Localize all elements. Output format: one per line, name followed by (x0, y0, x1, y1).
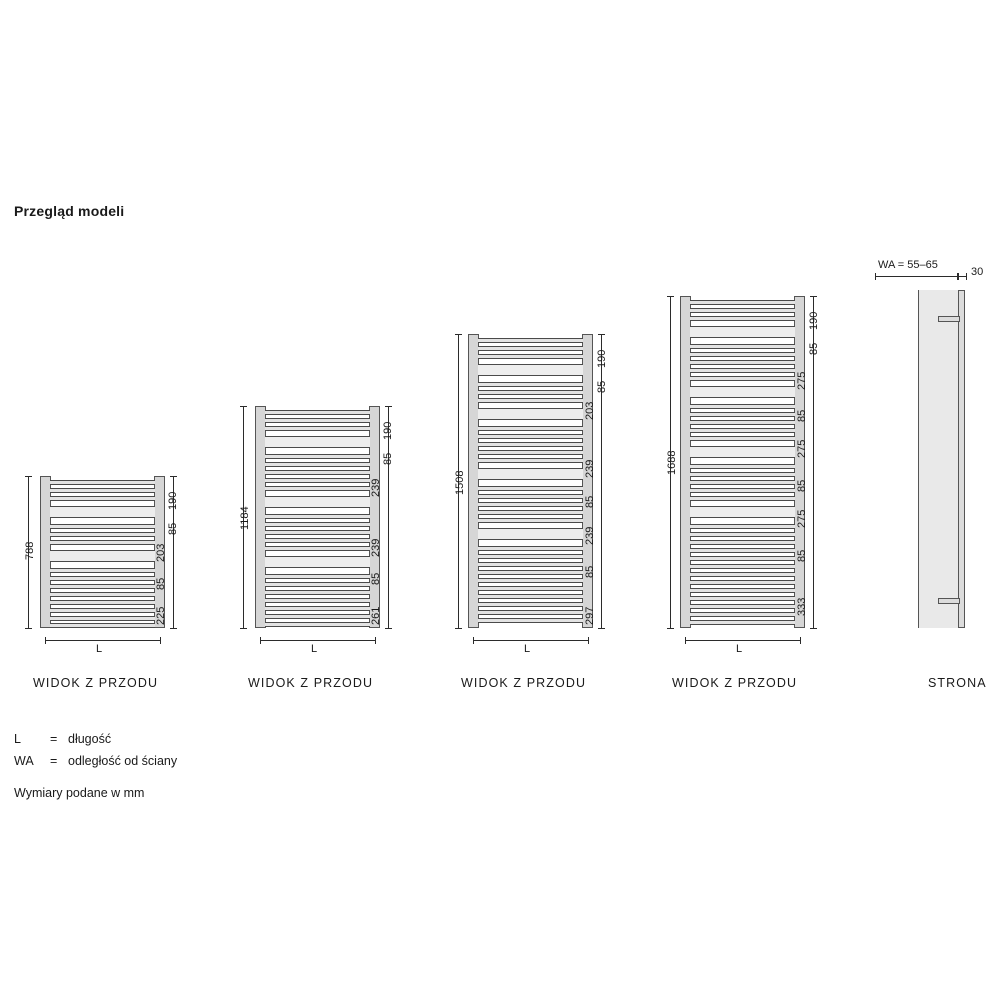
radiator-side-body (958, 290, 965, 628)
radiator-bars (690, 296, 795, 628)
radiator-front-1688 (680, 296, 805, 628)
dim-total-788: 788 (24, 541, 36, 560)
radiator-bars (265, 406, 370, 628)
dim-seg-1508-7: 297 (584, 606, 596, 625)
legend-key-wa: WA (14, 754, 34, 768)
dim-length-1508: L (524, 643, 531, 655)
legend-value-wa: odległość od ściany (68, 754, 178, 768)
radiator-post-right (369, 406, 380, 628)
dim-length-788: L (96, 643, 103, 655)
dim-seg-1184-0: 190 (382, 421, 394, 440)
dim-seg-788-0: 190 (167, 491, 179, 510)
dim-seg-1508-6: 85 (584, 565, 596, 578)
bracket-top (938, 316, 960, 322)
dim-seg-788-2: 203 (155, 543, 167, 562)
caption-front-1508: WIDOK Z PRZODU (461, 676, 587, 690)
dim-seg-1508-3: 239 (584, 459, 596, 478)
bracket-bottom (938, 598, 960, 604)
radiator-post-right (794, 296, 805, 628)
dim-seg-1688-0: 190 (808, 311, 820, 330)
legend-row-wa (14, 750, 177, 772)
dim-seg-1688-6: 275 (796, 509, 808, 528)
legend-eq-l: = (50, 732, 58, 746)
caption-front-1688: WIDOK Z PRZODU (672, 676, 798, 690)
dim-seg-1184-3: 239 (370, 538, 382, 557)
legend-row-l (14, 728, 177, 750)
dim-seg-1508-4: 85 (584, 495, 596, 508)
dim-length-1688: L (736, 643, 743, 655)
dim-seg-788-3: 85 (155, 577, 167, 590)
dim-length-1184: L (311, 643, 318, 655)
caption-front-1184: WIDOK Z PRZODU (248, 676, 374, 690)
legend-key-l: L (14, 732, 21, 746)
dim-total-1688: 1688 (666, 450, 678, 475)
caption-front-788: WIDOK Z PRZODU (33, 676, 159, 690)
radiator-front-788 (40, 476, 165, 628)
dim-seg-1688-2: 275 (796, 371, 808, 390)
dim-wa: WA = 55–65 (878, 259, 938, 271)
dim-seg-1184-1: 85 (382, 452, 394, 465)
wall (918, 290, 960, 628)
legend-value-l: długość (68, 732, 112, 746)
dim-seg-1688-1: 85 (808, 342, 820, 355)
dim-seg-1184-5: 261 (370, 606, 382, 625)
dim-seg-788-4: 225 (155, 606, 167, 625)
caption-side: STRONA (928, 676, 987, 690)
radiator-bars (50, 476, 155, 628)
dim-seg-788-1: 85 (167, 522, 179, 535)
dim-seg-1508-5: 239 (584, 526, 596, 545)
dim-seg-1184-2: 239 (370, 478, 382, 497)
dim-seg-1184-4: 85 (370, 572, 382, 585)
legend-eq-wa: = (50, 754, 58, 768)
dim-seg-1688-3: 85 (796, 409, 808, 422)
dim-seg-1508-1: 85 (596, 380, 608, 393)
dim-seg-1688-5: 85 (796, 479, 808, 492)
dim-seg-1688-8: 333 (796, 597, 808, 616)
dim-total-1508: 1508 (454, 470, 466, 495)
radiator-front-1508 (468, 334, 593, 628)
radiator-bars (478, 334, 583, 628)
dim-seg-1688-4: 275 (796, 439, 808, 458)
radiator-post-right (582, 334, 593, 628)
dim-seg-1688-7: 85 (796, 549, 808, 562)
radiator-front-1184 (255, 406, 380, 628)
dim-seg-1508-0: 190 (596, 349, 608, 368)
units-note: Wymiary podane w mm (14, 786, 145, 800)
dim-seg-1508-2: 203 (584, 401, 596, 420)
page-title: Przegląd modeli (14, 203, 125, 219)
dim-depth: 30 (971, 266, 984, 278)
dim-total-1184: 1184 (239, 506, 251, 530)
legend (14, 728, 177, 772)
